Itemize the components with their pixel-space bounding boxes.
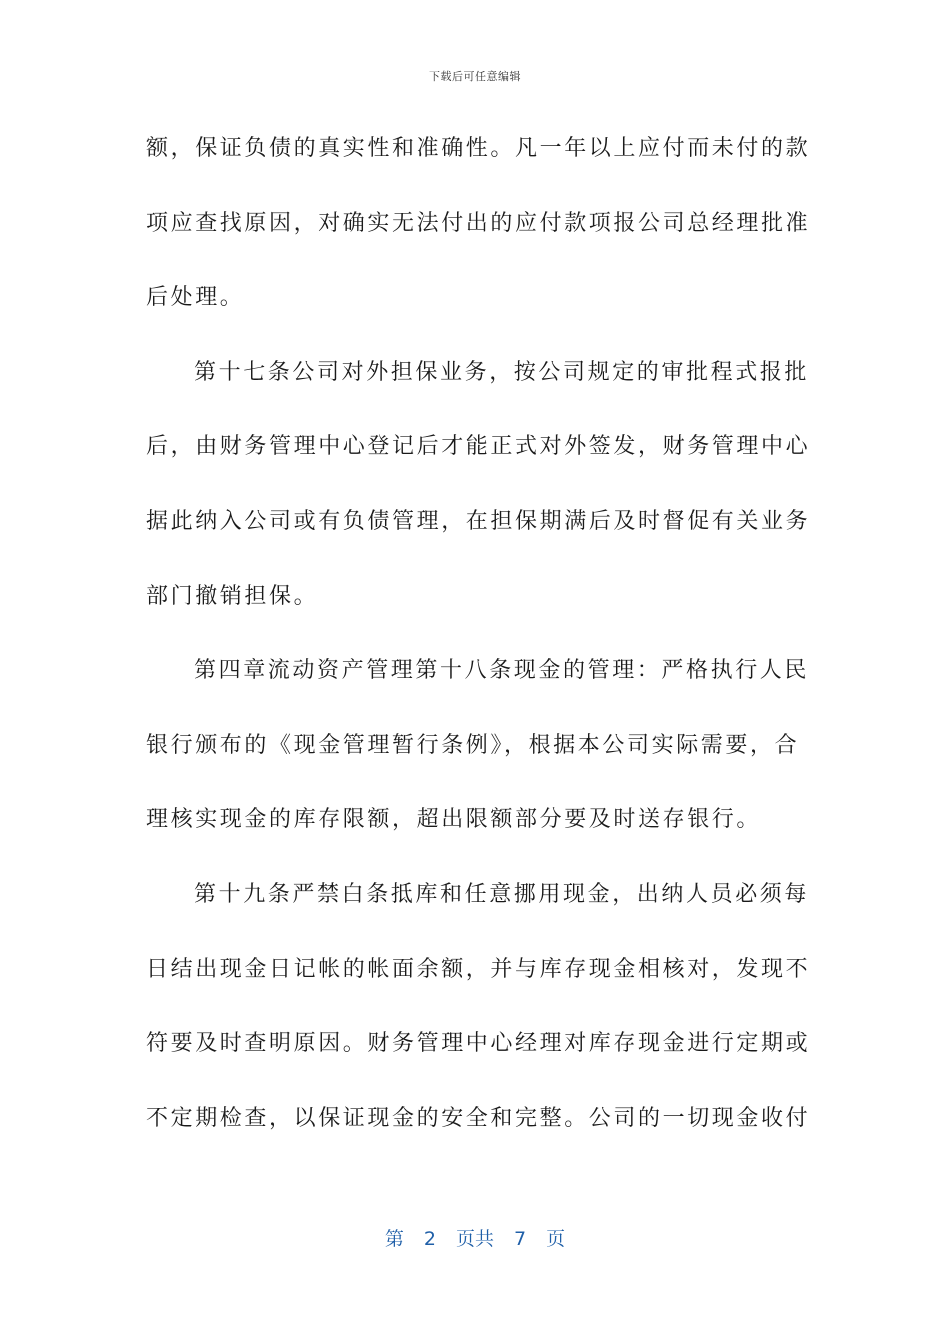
text-line: 额，保证负债的真实性和准确性。凡一年以上应付而未付的款 bbox=[146, 136, 811, 161]
text-line: 日结出现金日记帐的帐面余额，并与库存现金相核对，发现不 bbox=[146, 956, 811, 982]
text-line: 后处理。 bbox=[146, 285, 245, 311]
paragraph-start-line: 第十九条严禁白条抵库和任意挪用现金，出纳人员必须每 bbox=[194, 881, 810, 907]
text-line: 符要及时查明原因。财务管理中心经理对库存现金进行定期或 bbox=[146, 1031, 811, 1057]
page-footer bbox=[0, 1224, 950, 1251]
text-line: 据此纳入公司或有负债管理，在担保期满后及时督促有关业务 bbox=[146, 508, 811, 534]
text-line: 项应查找原因，对确实无法付出的应付款项报公司总经理批准 bbox=[146, 210, 811, 236]
header-note: 下载后可任意编辑 bbox=[429, 70, 521, 83]
footer-middle: 页共 bbox=[455, 1228, 494, 1250]
total-pages-number: 7 bbox=[514, 1228, 527, 1250]
paragraph-start-line: 第十七条公司对外担保业务，按公司规定的审批程式报批 bbox=[194, 359, 810, 385]
document-body bbox=[146, 112, 811, 1156]
text-line: 不定期检查，以保证现金的安全和完整。公司的一切现金收付 bbox=[146, 1105, 811, 1131]
paragraph-start-line: 第四章流动资产管理第十八条现金的管理：严格执行人民 bbox=[194, 658, 810, 684]
text-line: 理核实现金的库存限额，超出限额部分要及时送存银行。 bbox=[146, 807, 762, 833]
current-page-number: 2 bbox=[423, 1228, 436, 1250]
text-line: 部门撤销担保。 bbox=[146, 583, 319, 609]
footer-suffix: 页 bbox=[546, 1228, 566, 1250]
text-line: 银行颁布的《现金管理暂行条例》，根据本公司实际需要，合 bbox=[146, 732, 800, 758]
text-line: 后，由财务管理中心登记后才能正式对外签发，财务管理中心 bbox=[146, 434, 811, 460]
footer-prefix: 第 bbox=[384, 1228, 404, 1250]
